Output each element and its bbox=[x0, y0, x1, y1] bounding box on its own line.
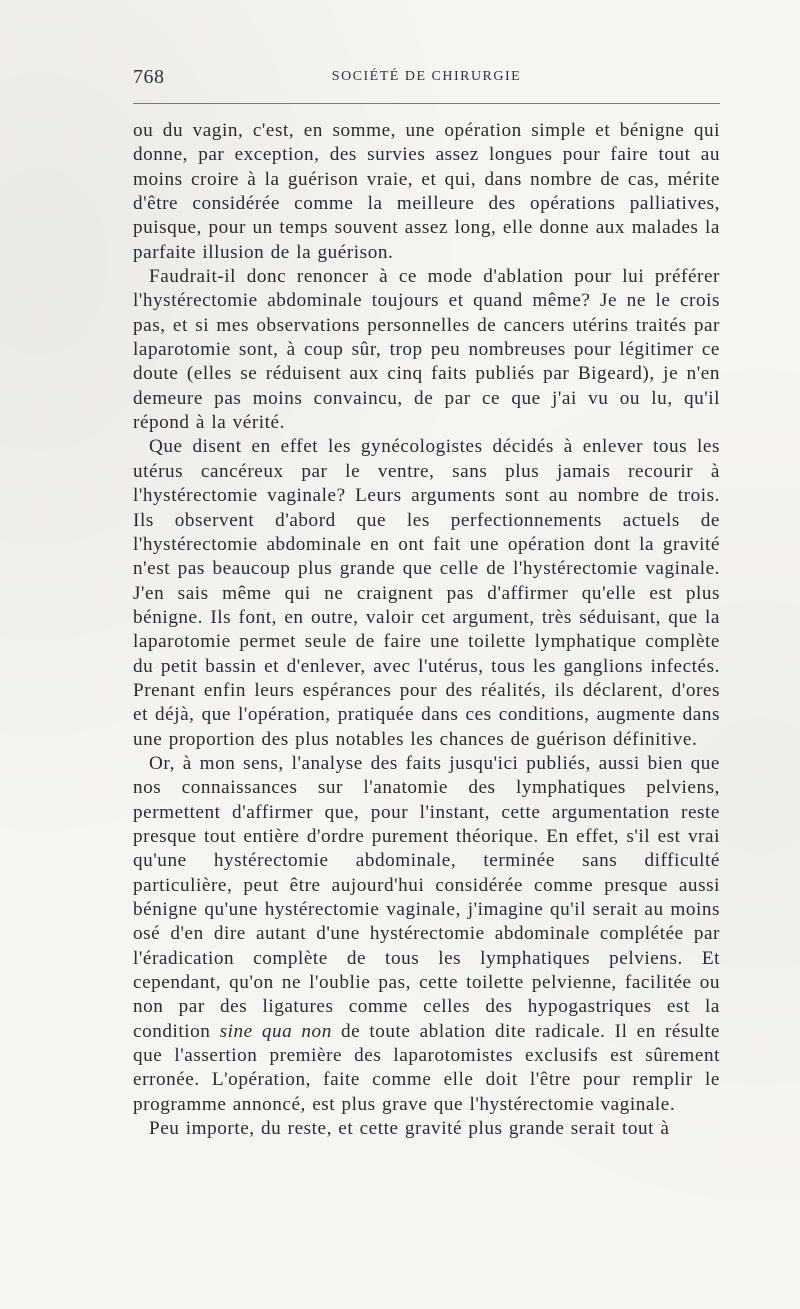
paragraph-2: Faudrait-il donc renoncer à ce mode d'ablation pour lui préférer l'hystérectomie abdominale toujours et quand même? Je ne le crois pas, et si mes observations personnelles de cancers utérins traités par laparotomie sont, à coup sûr, trop peu nombreuses pour légitimer ce doute (elles se réduisent aux cinq faits publiés par Bigeard), je n'en demeure pas moins convaincu, de par ce que j'ai vu ou lu, qu'il répond à la vérité. bbox=[133, 266, 720, 434]
page-number: 768 bbox=[133, 66, 165, 88]
running-head: SOCIÉTÉ DE CHIRURGIE bbox=[331, 69, 522, 84]
paragraph-5: Peu importe, du reste, et cette gravité plus grande serait tout à bbox=[149, 1118, 670, 1140]
paragraph-4-text-after: de toute ablation dite radicale. Il en résulte que l'assertion première des laparotomistes exclusifs est sûrement erronée. L'opération, faite comme elle doit l'être pour remplir le programme annoncé, est plus grave que l'hystérectomie vaginale. bbox=[133, 1020, 720, 1115]
page-header bbox=[133, 66, 720, 90]
body-text bbox=[133, 119, 720, 1141]
paragraph-4 bbox=[133, 752, 720, 1117]
latin-phrase: sine qua non bbox=[219, 1020, 332, 1042]
paragraph-4-text-before: Or, à mon sens, l'analyse des faits jusqu'ici publiés, aussi bien que nos connaissances sur l'anatomie des lymphatiques pelviens, permettent d'affirmer que, pour l'instant, cette argumentation reste presque tout entière d'ordre purement théorique. En effet, s'il est vrai qu'une hystérectomie abdominale, terminée sans difficulté particulière, peut être aujourd'hui considérée comme presque aussi bénigne qu'une hystérectomie vaginale, j'imagine qu'il serait au moins osé d'en dire autant d'une hystérectomie abdominale complétée par l'éradication complète de tous les lymphatiques pelviens. Et cependant, qu'on ne l'oublie pas, cette toilette pelvienne, facilitée ou non par des ligatures comme celles des hypogastriques est la condition bbox=[133, 752, 720, 1042]
paragraph-1: ou du vagin, c'est, en somme, une opération simple et bénigne qui donne, par exception, des survies assez longues pour faire tout au moins croire à la guérison vraie, et qui, dans nombre de cas, mérite d'être considérée comme la meilleure des opérations palliatives, puisque, pour un temps souvent assez long, elle donne aux malades la parfaite illusion de la guérison. bbox=[133, 120, 720, 263]
header-rule bbox=[133, 103, 720, 104]
paragraph-3: Que disent en effet les gynécologistes décidés à enlever tous les utérus cancéreux par le ventre, sans plus jamais recourir à l'hystérectomie vaginale? Leurs arguments sont au nombre de trois. Ils observent d'abord que les perfectionnements actuels de l'hystérectomie abdominale en ont fait une opération dont la gravité n'est pas beaucoup plus grande que celle de l'hystérectomie vaginale. J'en sais même qui ne craignent pas d'affirmer qu'elle est plus bénigne. Ils font, en outre, valoir cet argument, très séduisant, que la laparotomie permet seule de faire une toilette lymphatique complète du petit bassin et d'enlever, avec l'utérus, tous les ganglions infectés. Prenant enfin leurs espérances pour des réalités, ils déclarent, d'ores et déjà, que l'opération, pratiquée dans ces conditions, augmente dans une proportion des plus notables les chances de guérison définitive. bbox=[133, 436, 720, 750]
